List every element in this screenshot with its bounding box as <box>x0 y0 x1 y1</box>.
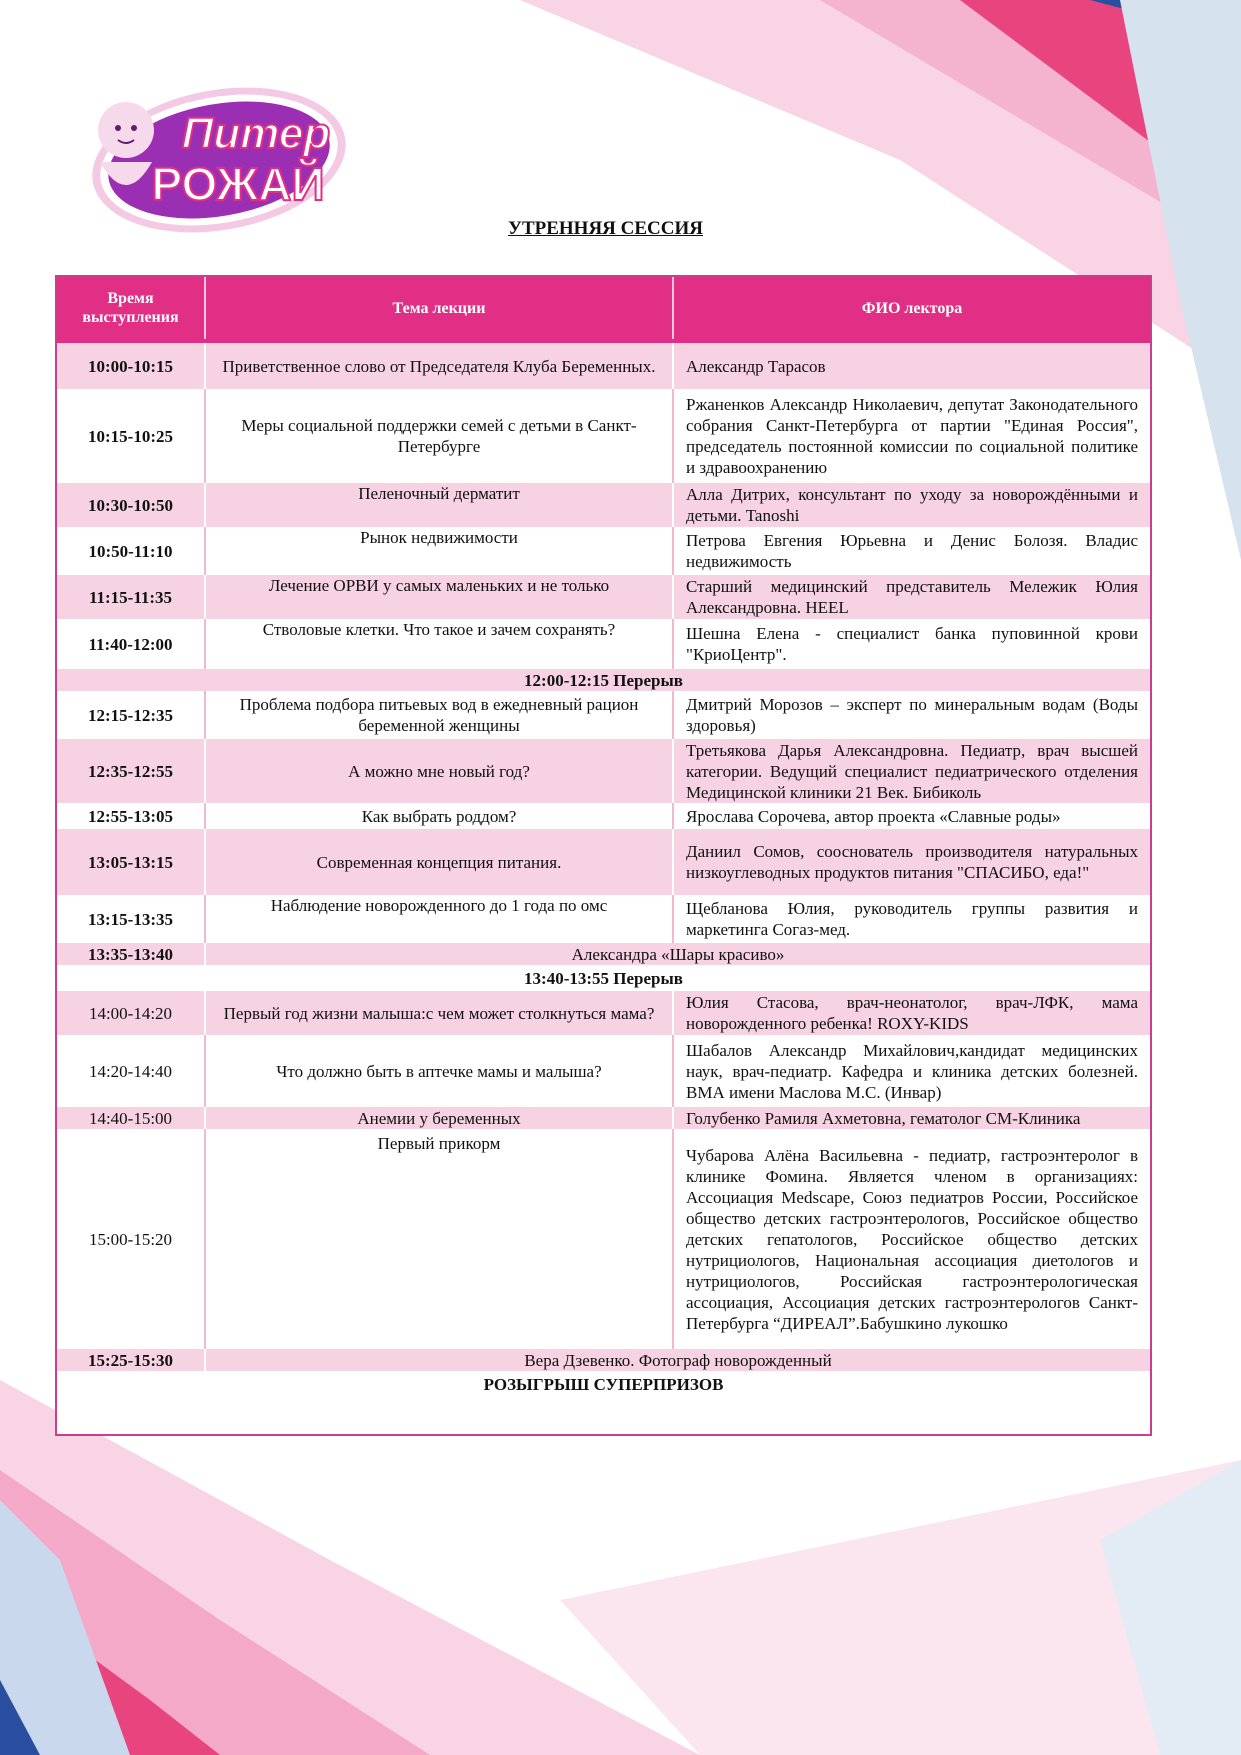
row-time: 15:25-15:30 <box>57 1349 205 1371</box>
row-lecturer: Чубарова Алёна Васильевна - педиатр, гастроэнтеролог в клинике Фомина. Является членом в организациях: Ассоциация Medscape, Союз педиатров России, Российское общество детских гастроэнтерологов, Российское общество детских гепатологов, Российское общество детских нутрициологов, Национальная ассоциация диетологов и нутрициологов, Российская гастроэнтерологическая ассоциация, Ассоциация детских гастроэнтерологов Санкт-Петербурга “ДИРЕАЛ”.Бабушкино лукошко <box>673 1129 1150 1349</box>
row-time: 13:05-13:15 <box>57 829 205 895</box>
row-time: 12:35-12:55 <box>57 739 205 803</box>
header-lecturer: ФИО лектора <box>673 277 1150 339</box>
row-time: 13:35-13:40 <box>57 943 205 965</box>
row-topic: Как выбрать роддом? <box>205 803 673 829</box>
row-lecturer: Дмитрий Морозов – эксперт по минеральным водам (Воды здоровья) <box>673 691 1150 739</box>
row-span-text: Вера Дзевенко. Фотограф новорожденный <box>205 1349 1150 1371</box>
row-time: 12:15-12:35 <box>57 691 205 739</box>
row-lecturer: Петрова Евгения Юрьевна и Денис Болозя. Владис недвижимость <box>673 527 1150 575</box>
row-topic: Приветственное слово от Председателя Клуба Беременных. <box>205 343 673 389</box>
row-lecturer: Шешна Елена - специалист банка пуповинной крови "КриоЦентр". <box>673 619 1150 669</box>
row-topic: Пеленочный дерматит <box>205 483 673 527</box>
row-topic: Проблема подбора питьевых вод в ежедневный рацион беременной женщины <box>205 691 673 739</box>
row-time: 12:55-13:05 <box>57 803 205 829</box>
row-lecturer: Александр Тарасов <box>673 343 1150 389</box>
break-label: 12:00-12:15 Перерыв <box>57 669 1150 691</box>
row-topic: Лечение ОРВИ у самых маленьких и не только <box>205 575 673 619</box>
row-lecturer: Ржаненков Александр Николаевич, депутат Законодательного собрания Санкт-Петербурга от партии "Единая Россия", председатель постоянной комиссии по социальной политике и здравоохранению <box>673 389 1150 483</box>
table-row-final <box>57 1371 1150 1397</box>
row-span-text: Александра «Шары красиво» <box>205 943 1150 965</box>
table-row <box>57 619 1150 669</box>
row-time: 13:15-13:35 <box>57 895 205 943</box>
table-row <box>57 943 1150 965</box>
row-time: 10:50-11:10 <box>57 527 205 575</box>
row-time: 11:15-11:35 <box>57 575 205 619</box>
header-topic: Тема лекции <box>205 277 673 339</box>
svg-text:Питер: Питер <box>181 109 331 158</box>
row-time: 10:30-10:50 <box>57 483 205 527</box>
svg-text:РОЖАЙ: РОЖАЙ <box>151 158 325 210</box>
row-lecturer: Голубенко Рамиля Ахметовна, гематолог СМ-Клиника <box>673 1107 1150 1129</box>
row-time: 14:00-14:20 <box>57 991 205 1035</box>
table-row <box>57 803 1150 829</box>
header-time: Время выступления <box>57 277 205 339</box>
table-header-row <box>57 277 1150 339</box>
table-row-break <box>57 669 1150 691</box>
table-row <box>57 739 1150 803</box>
row-time: 10:15-10:25 <box>57 389 205 483</box>
logo <box>88 78 350 238</box>
row-topic: Современная концепция питания. <box>205 829 673 895</box>
table-row <box>57 343 1150 389</box>
row-topic: Стволовые клетки. Что такое и зачем сохранять? <box>205 619 673 669</box>
baby-icon <box>98 102 154 158</box>
row-lecturer: Ярослава Сорочева, автор проекта «Славные роды» <box>673 803 1150 829</box>
table-row <box>57 991 1150 1035</box>
row-lecturer: Шабалов Александр Михайлович,кандидат медицинских наук, врач-педиатр. Кафедра и клиника детских болезней. ВМА имени Маслова М.С. (Инвар) <box>673 1035 1150 1107</box>
table-row <box>57 389 1150 483</box>
row-lecturer: Старший медицинский представитель Мележик Юлия Александровна. HEEL <box>673 575 1150 619</box>
final-label: РОЗЫГРЫШ СУПЕРПРИЗОВ <box>57 1371 1150 1397</box>
table-row <box>57 829 1150 895</box>
row-topic: Наблюдение новорожденного до 1 года по омс <box>205 895 673 943</box>
row-lecturer: Алла Дитрих, консультант по уходу за новорождёнными и детьми. Tanoshi <box>673 483 1150 527</box>
row-time: 15:00-15:20 <box>57 1129 205 1349</box>
row-topic: А можно мне новый год? <box>205 739 673 803</box>
row-topic: Первый год жизни малыша:с чем может столкнуться мама? <box>205 991 673 1035</box>
row-time: 14:20-14:40 <box>57 1035 205 1107</box>
row-topic: Анемии у беременных <box>205 1107 673 1129</box>
schedule-table <box>55 275 1152 1436</box>
table-row <box>57 1035 1150 1107</box>
row-topic: Первый прикорм <box>205 1129 673 1349</box>
row-topic: Рынок недвижимости <box>205 527 673 575</box>
logo-graphic <box>88 78 350 238</box>
row-topic: Что должно быть в аптечке мамы и малыша? <box>205 1035 673 1107</box>
row-time: 14:40-15:00 <box>57 1107 205 1129</box>
row-lecturer: Щебланова Юлия, руководитель группы развития и маркетинга Согаз-мед. <box>673 895 1150 943</box>
row-time: 11:40-12:00 <box>57 619 205 669</box>
row-topic: Меры социальной поддержки семей с детьми в Санкт-Петербурге <box>205 389 673 483</box>
table-row <box>57 895 1150 943</box>
row-lecturer: Даниил Сомов, сооснователь производителя натуральных низкоуглеводных продуктов питания "СПАСИБО, еда!" <box>673 829 1150 895</box>
table-row <box>57 527 1150 575</box>
table-row-break <box>57 965 1150 991</box>
table-row <box>57 1129 1150 1349</box>
table-row <box>57 691 1150 739</box>
table-row <box>57 1107 1150 1129</box>
break-label: 13:40-13:55 Перерыв <box>57 965 1150 991</box>
table-row <box>57 483 1150 527</box>
row-time: 10:00-10:15 <box>57 343 205 389</box>
row-lecturer: Юлия Стасова, врач-неонатолог, врач-ЛФК, мама новорожденного ребенка! ROXY-KIDS <box>673 991 1150 1035</box>
table-row <box>57 1349 1150 1371</box>
page-title: УТРЕННЯЯ СЕССИЯ <box>508 218 703 239</box>
row-lecturer: Третьякова Дарья Александровна. Педиатр, врач высшей категории. Ведущий специалист педиатрического отделения Медицинской клиники 21 Век. Бибиколь <box>673 739 1150 803</box>
table-row <box>57 575 1150 619</box>
